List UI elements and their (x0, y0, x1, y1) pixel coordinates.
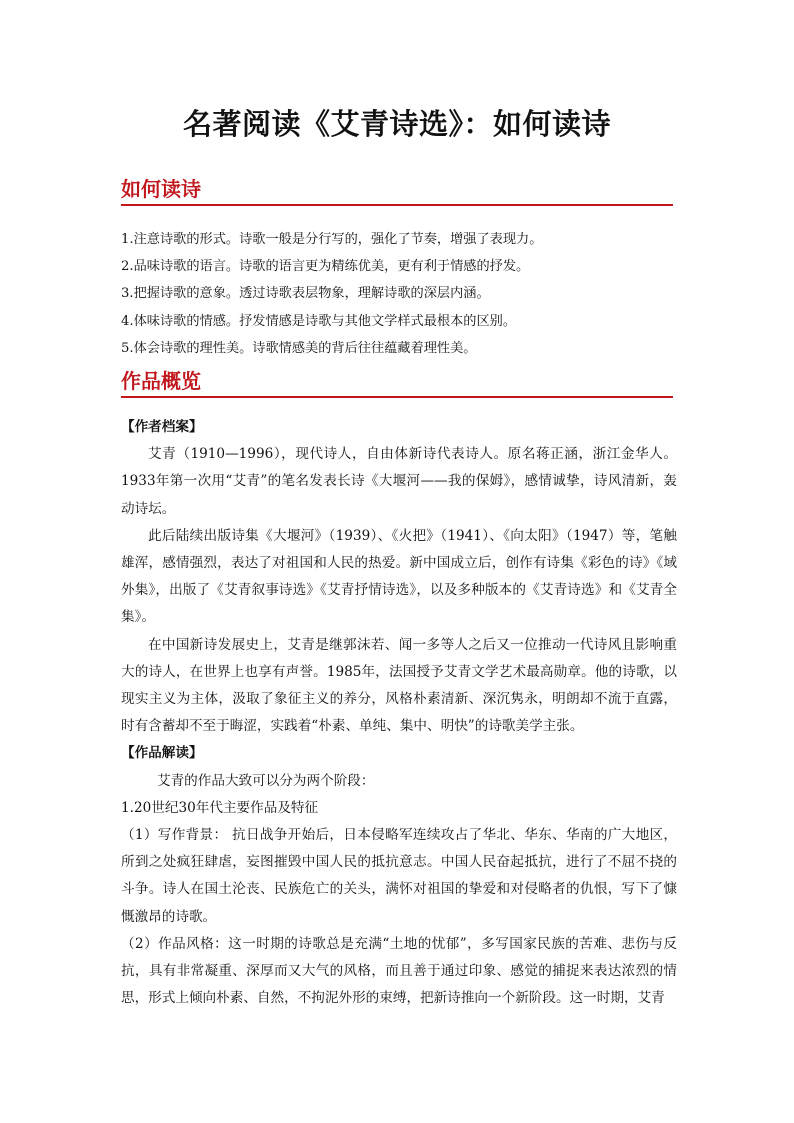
section-heading-how-to-read (121, 174, 673, 206)
paragraph: （2）作品风格：这一时期的诗歌总是充满“土地的忧郁”，多写国家民族的苦难、悲伤与反抗，具有非常凝重、深厚而又大气的风格，而且善于通过印象、感觉的捕捉来表达浓烈的情思，形式上倾向朴素、自然，不拘泥外形的束缚，把新诗推向一个新阶段。这一时期，艾青 (121, 935, 677, 1007)
paragraph: 在中国新诗发展史上，艾青是继郭沫若、闻一多等人之后又一位推动一代诗风且影响重大的诗人，在世界上也享有声誉。1985年，法国授予艾青文学艺术最高勋章。他的诗歌，以现实主义为主体，汲取了象征主义的养分，风格朴素清新、深沉隽永，明朗却不流于直露，时有含蓄却不至于晦涩，实践着“朴素、单纯、集中、明快”的诗歌美学主张。 (121, 636, 677, 735)
overview-body (121, 414, 677, 1012)
list-item: 1.注意诗歌的形式。诗歌一般是分行写的，强化了节奏，增强了表现力。 (121, 232, 543, 247)
paragraph: （1）写作背景： 抗日战争开始后，日本侵略军连续攻占了华北、华东、华南的广大地区，所到之处疯狂肆虐，妄图摧毁中国人民的抵抗意志。中国人民奋起抵抗，进行了不屈不挠的斗争。诗人在国土沦丧、民族危亡的关头，满怀对祖国的挚爱和对侵略者的仇恨，写下了慷慨激昂的诗歌。 (121, 827, 677, 925)
page-title: 名著阅读《艾青诗选》：如何读诗 (182, 107, 611, 141)
work-interpretation-label: 【作品解读】 (121, 745, 203, 762)
section-heading-text: 作品概览 (121, 369, 201, 393)
list-item: 2.品味诗歌的语言。诗歌的语言更为精练优美，更有利于情感的抒发。 (121, 259, 530, 275)
author-profile-label: 【作者档案】 (121, 419, 203, 435)
reading-tips-list (121, 226, 673, 362)
list-item: 3.把握诗歌的意象。透过诗歌表层物象，理解诗歌的深层内涵。 (121, 286, 490, 302)
paragraph: 艾青（1910—1996），现代诗人，自由体新诗代表诗人。原名蒋正涵，浙江金华人。1933年第一次用“艾青”的笔名发表长诗《大堰河——我的保姆》，感情诚挚，诗风清新，轰动诗坛。 (121, 446, 677, 517)
paragraph: 此后陆续出版诗集《大堰河》（1939）、《火把》（1941）、《向太阳》（1947）等，笔触雄浑，感情强烈，表达了对祖国和人民的热爱。新中国成立后，创作有诗集《彩色的诗》《域外集》，出版了《艾青叙事诗选》《艾青抒情诗选》，以及多种版本的《艾青诗选》和《艾青全集》。 (121, 527, 677, 626)
list-item: 5.体会诗歌的理性美。诗歌情感美的背后往往蕴藏着理性美。 (121, 340, 477, 356)
list-item: 4.体味诗歌的情感。抒发情感是诗歌与其他文学样式最根本的区别。 (121, 313, 517, 329)
subsection-heading: 1.20世纪30年代主要作品及特征 (121, 799, 319, 816)
section-heading-overview (121, 366, 673, 398)
section-heading-text: 如何读诗 (121, 177, 201, 201)
paragraph: 艾青的作品大致可以分为两个阶段： (157, 772, 375, 789)
